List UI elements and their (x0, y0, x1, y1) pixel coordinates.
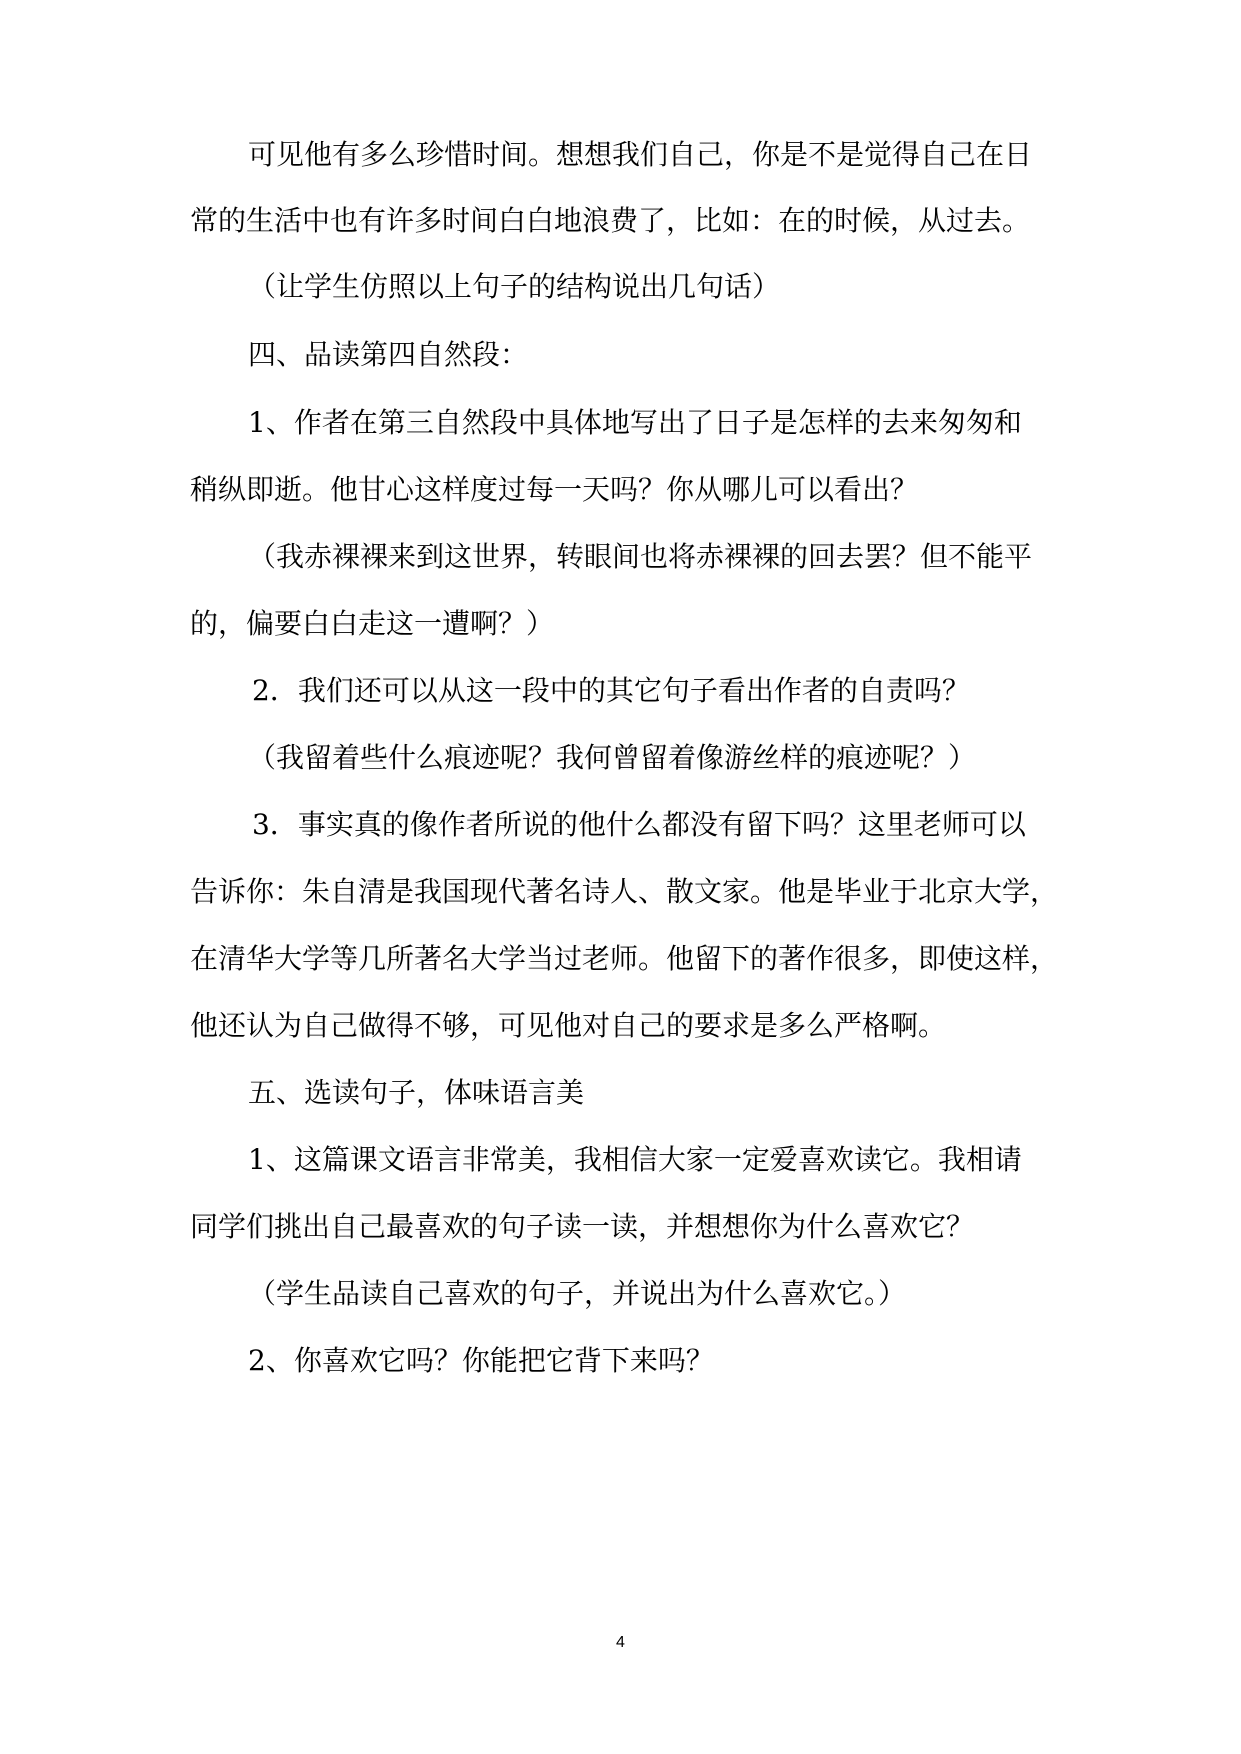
paragraph-line-7: （我赤裸裸来到这世界，转眼间也将赤裸裸的回去罢？但不能平 (248, 540, 1033, 573)
paragraph-line-2: 常的生活中也有许多时间白白地浪费了，比如：在的时候，从过去。 (190, 204, 1031, 237)
paragraph-line-6: 稍纵即逝。他甘心这样度过每一天吗？你从哪儿可以看出？ (190, 473, 919, 506)
paragraph-line-19: 2、你喜欢它吗？你能把它背下来吗？ (248, 1344, 714, 1377)
page-number: 4 (616, 1634, 625, 1651)
paragraph-line-10: （我留着些什么痕迹呢？我何曾留着像游丝样的痕迹呢？） (248, 741, 977, 774)
paragraph-line-12: 告诉你：朱自清是我国现代著名诗人、散文家。他是毕业于北京大学， (190, 875, 1059, 908)
paragraph-line-3: （让学生仿照以上句子的结构说出几句话） (248, 270, 781, 303)
section-heading-4: 四、品读第四自然段： (248, 338, 529, 371)
paragraph-line-16: 1、这篇课文语言非常美，我相信大家一定爱喜欢读它。我相请 (248, 1143, 1022, 1176)
paragraph-line-9: 2．我们还可以从这一段中的其它句子看出作者的自责吗？ (252, 674, 970, 707)
paragraph-line-8: 的，偏要白白走这一遭啊？） (190, 607, 555, 640)
paragraph-line-5: 1、作者在第三自然段中具体地写出了日子是怎样的去来匆匆和 (248, 406, 1022, 439)
paragraph-line-14: 他还认为自己做得不够，可见他对自己的要求是多么严格啊。 (190, 1009, 947, 1042)
paragraph-line-11: 3．事实真的像作者所说的他什么都没有留下吗？这里老师可以 (252, 808, 1026, 841)
paragraph-line-13: 在清华大学等几所著名大学当过老师。他留下的著作很多，即使这样， (190, 942, 1059, 975)
paragraph-line-17: 同学们挑出自己最喜欢的句子读一读，并想想你为什么喜欢它？ (190, 1210, 975, 1243)
paragraph-line-18: （学生品读自己喜欢的句子，并说出为什么喜欢它。） (248, 1277, 907, 1310)
paragraph-line-1: 可见他有多么珍惜时间。想想我们自己，你是不是觉得自己在日 (248, 138, 1033, 171)
section-heading-5: 五、选读句子，体味语言美 (248, 1076, 585, 1109)
